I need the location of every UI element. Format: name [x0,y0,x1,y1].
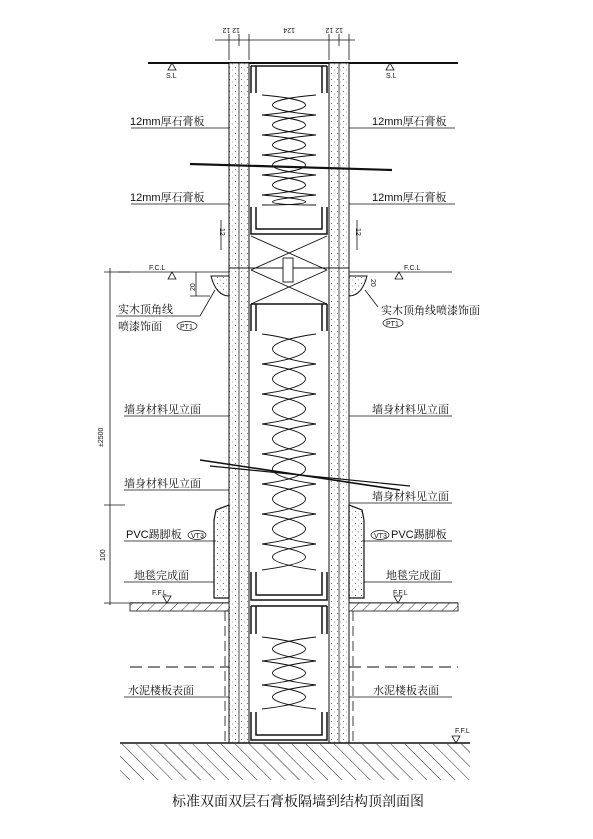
label-skirting-right: PVC踢脚板 [391,529,447,541]
sl-right: S.L [386,73,397,80]
insulation [262,95,316,709]
label-gypsum-2-right: 12mm厚石膏板 [372,192,447,204]
label-skirting-left: PVC踢脚板 [126,529,182,541]
dim-20: 20 [190,283,197,291]
concrete-slab [120,744,470,780]
label-cornice-right: 实木顶角线喷漆饰面 [381,305,480,317]
tag-pt1-left: PT1 [180,324,193,331]
tag-vt3-right: VT3 [374,533,387,540]
carpet-left [130,603,229,611]
label-gypsum-2-left: 12mm厚石膏板 [130,192,205,204]
label-cornice-left-1: 实木顶角线 [118,304,173,316]
label-wall-mat-right-1: 墙身材料见立面 [372,404,449,416]
label-carpet-right: 地毯完成面 [386,570,441,582]
dim-20-right: 20 [369,279,376,287]
tag-vt3-left: VT3 [191,533,204,540]
dim-100: 100 [100,549,107,561]
label-slab-right: 水泥楼板表面 [373,685,439,697]
dim-top-left: 12 12 [222,26,240,33]
ffl-left: F.F.L [152,590,167,597]
sl-left: S.L [166,73,177,80]
skirting-right [349,505,364,598]
ffl-bottom: F.F.L [455,728,470,735]
skirting-left [214,505,229,598]
cornice-right [349,276,367,296]
fcl-right: F.C.L [404,265,421,272]
drawing-title: 标准双面双层石膏板隔墙到结构顶剖面图 [172,795,424,810]
dim-12-right: 12 [354,228,361,236]
label-cornice-left-2: 喷漆饰面 [118,321,162,333]
label-gypsum-1-left: 12mm厚石膏板 [130,116,205,128]
break-line-top [190,164,392,170]
bracing-x [251,236,327,304]
label-slab-left: 水泥楼板表面 [128,685,194,697]
dim-left-vertical [104,268,210,605]
label-carpet-left: 地毯完成面 [134,570,189,582]
tag-pt1-right: PT1 [386,321,399,328]
label-wall-mat-right-2: 墙身材料见立面 [372,491,449,503]
dim-top [215,34,355,60]
fcl-left: F.C.L [149,265,166,272]
dim-top-right: 12 12 [325,26,343,33]
dim-top-mid: 124 [283,26,295,33]
label-gypsum-1-right: 12mm厚石膏板 [372,116,447,128]
label-wall-mat-left-1: 墙身材料见立面 [124,404,201,416]
ffl-right: F.F.L [393,590,408,597]
label-wall-mat-left-2: 墙身材料见立面 [124,478,201,490]
dim-12-left: 12 [218,228,225,236]
dim-2500: ±2500 [98,427,105,447]
carpet-right [349,603,458,611]
